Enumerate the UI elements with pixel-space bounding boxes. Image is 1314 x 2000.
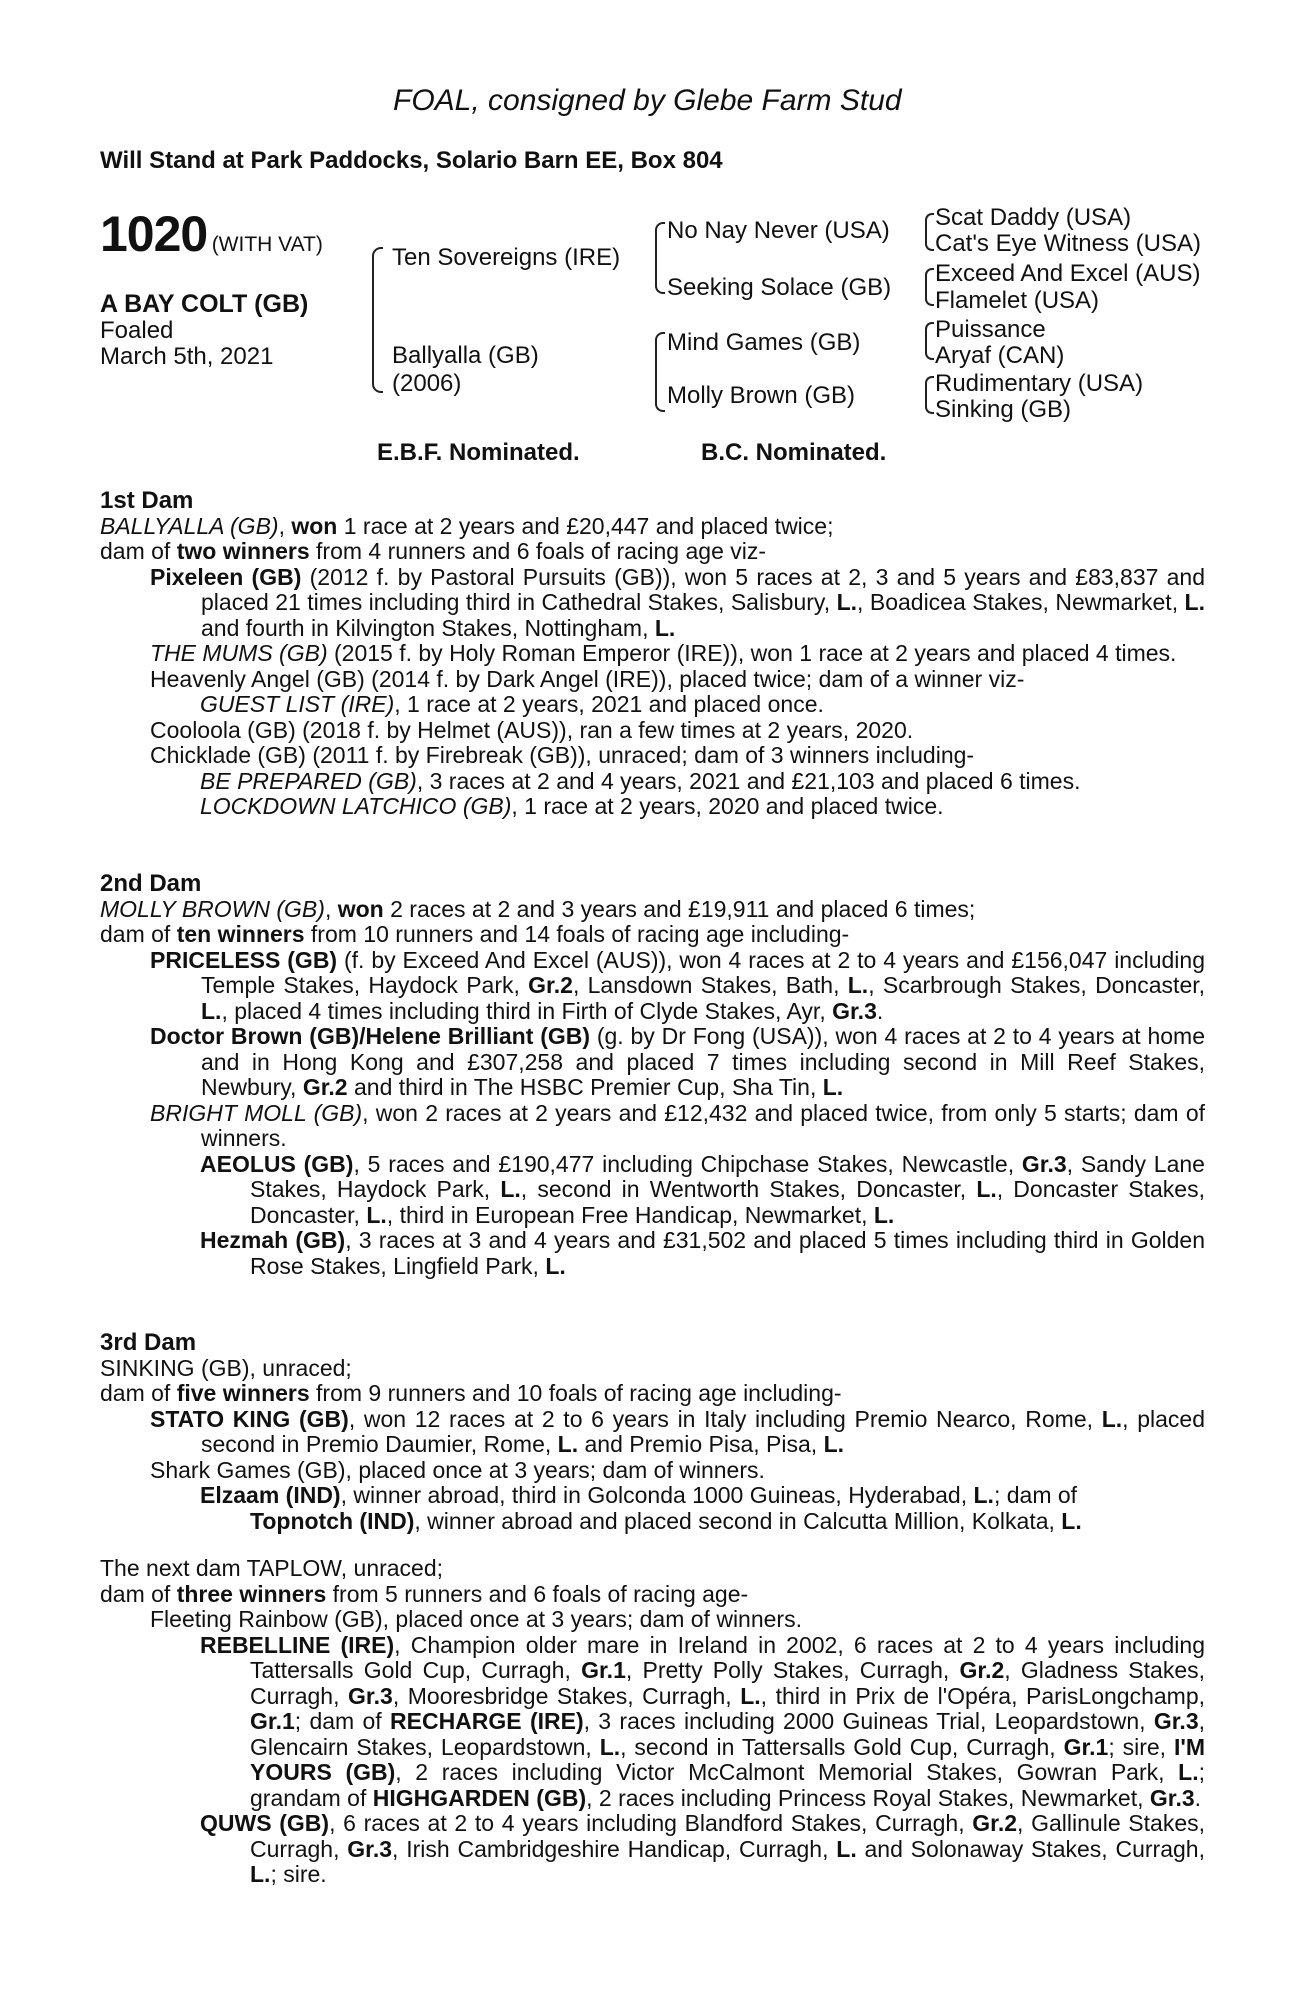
produce-entry: Pixeleen (GB) (2012 f. by Pastoral Pursuits (GB)), won 5 races at 2, 3 and 5 years and £83,837 and placed 21 times including third in Cathedral Stakes, Salisbury, L., Boadicea Stakes, Newmarket, L. and fourth in Kilvington Stakes, Nottingham, L.	[150, 563, 1206, 641]
pedigree-brace-g4	[925, 376, 934, 414]
stand-location: Will Stand at Park Paddocks, Solario Barn EE, Box 804	[100, 147, 723, 174]
ancestor-4: Flamelet (USA)	[935, 287, 1100, 314]
ancestor-8: Sinking (GB)	[935, 396, 1072, 423]
grand-produce-entry: Elzaam (IND), winner abroad, third in Golconda 1000 Guineas, Hyderabad, L.; dam of	[200, 1482, 1078, 1508]
ancestor-1: Scat Daddy (USA)	[935, 204, 1132, 231]
page-title: FOAL, consigned by Glebe Farm Stud	[393, 84, 902, 117]
ancestor-5: Puissance	[935, 316, 1046, 343]
produce-entry: PRICELESS (GB) (f. by Exceed And Excel (AUS)), won 4 races at 2 to 4 years and £156,047 including Temple Stakes, Haydock Park, Gr.2, Lansdown Stakes, Bath, L., Scarbrough Stakes, Doncaster, L., placed 4 times including third in Firth of Clyde Stakes, Ayr, Gr.3.	[150, 946, 1206, 1024]
lot-number: 1020	[100, 206, 208, 262]
ancestor-6: Aryaf (CAN)	[935, 342, 1065, 369]
vat-note: (WITH VAT)	[211, 233, 323, 256]
dam-name: Ballyalla (GB)	[392, 342, 539, 369]
grand-produce-entry: LOCKDOWN LATCHICO (GB), 1 race at 2 years, 2020 and placed twice.	[200, 793, 944, 819]
foaled-date: March 5th, 2021	[100, 343, 274, 370]
section-heading: 3rd Dam	[100, 1329, 197, 1356]
produce-entry: Heavenly Angel (GB) (2014 f. by Dark Angel (IRE)), placed twice; dam of a winner viz-	[150, 665, 1025, 692]
second-dam-section	[100, 871, 1205, 1279]
produce-entry: BRIGHT MOLL (GB), won 2 races at 2 years and £12,432 and placed twice, from only 5 starts; dam of winners.	[150, 1099, 1206, 1151]
dam-record: BALLYALLA (GB), won 1 race at 2 years and £20,447 and placed twice;	[100, 512, 834, 539]
pedigree-brace-g3	[925, 322, 934, 360]
produce-entry: THE MUMS (GB) (2015 f. by Holy Roman Emperor (IRE)), won 1 race at 2 years and placed 4 times.	[150, 640, 1177, 666]
dam-year: (2006)	[392, 370, 462, 397]
sire-dam-name: Seeking Solace (GB)	[667, 274, 892, 301]
pedigree-brace-g2	[925, 268, 934, 306]
section-heading: 2nd Dam	[100, 870, 202, 897]
next-dam-section	[100, 1556, 1205, 1888]
dam-sire-name: Mind Games (GB)	[667, 329, 861, 356]
dam-dam-name: Molly Brown (GB)	[667, 382, 856, 409]
dam-produce-summary: dam of ten winners from 10 runners and 14 foals of racing age including-	[100, 921, 850, 947]
grand-produce-entry: QUWS (GB), 6 races at 2 to 4 years including Blandford Stakes, Curragh, Gr.2, Gallinule Stakes, Curragh, Gr.3, Irish Cambridgeshire Handicap, Curragh, L. and Solonaway Stakes, Curragh, L.; sire.	[200, 1810, 1205, 1887]
produce-entry: Cooloola (GB) (2018 f. by Helmet (AUS)), ran a few times at 2 years, 2020.	[150, 716, 914, 743]
pedigree-brace-dam	[655, 332, 665, 412]
grand-produce-entry: BE PREPARED (GB), 3 races at 2 and 4 years, 2021 and £21,103 and placed 6 times.	[200, 767, 1081, 794]
ancestor-7: Rudimentary (USA)	[935, 370, 1144, 397]
foaled-label: Foaled	[100, 317, 174, 344]
produce-entry: STATO KING (GB), won 12 races at 2 to 6 years in Italy including Premio Nearco, Rome, L., placed second in Premio Daumier, Rome, L. and Premio Pisa, Pisa, L.	[150, 1405, 1205, 1457]
great-grand-produce-entry: Topnotch (IND), winner abroad and placed second in Calcutta Million, Kolkata, L.	[250, 1507, 1082, 1534]
grand-produce-entry: AEOLUS (GB), 5 races and £190,477 including Chipchase Stakes, Newcastle, Gr.3, Sandy Lane Stakes, Haydock Park, L., second in Wentworth Stakes, Doncaster, L., Doncaster Stakes, Doncaster, L., third in European Free Handicap, Newmarket, L.	[200, 1150, 1205, 1228]
lot-description: A BAY COLT (GB)	[100, 290, 309, 318]
grand-produce-entry: Hezmah (GB), 3 races at 3 and 4 years and £31,502 and placed 5 times including third in Golden Rose Stakes, Lingfield Park, L.	[200, 1227, 1205, 1279]
dam-record: SINKING (GB), unraced;	[100, 1354, 352, 1381]
pedigree-brace-main	[372, 247, 383, 393]
ancestor-2: Cat's Eye Witness (USA)	[935, 230, 1201, 257]
dam-record: The next dam TAPLOW, unraced;	[100, 1555, 444, 1581]
sire-name: Ten Sovereigns (IRE)	[392, 244, 621, 271]
produce-entry: Shark Games (GB), placed once at 3 years; dam of winners.	[150, 1456, 765, 1483]
grand-produce-entry: GUEST LIST (IRE), 1 race at 2 years, 2021 and placed once.	[200, 691, 824, 717]
produce-entry: Fleeting Rainbow (GB), placed once at 3 years; dam of winners.	[150, 1606, 802, 1632]
first-dam-section	[100, 488, 1205, 820]
pedigree-brace-sire	[655, 222, 665, 294]
produce-entry: Chicklade (GB) (2011 f. by Firebreak (GB)), unraced; dam of 3 winners including-	[150, 742, 975, 768]
bc-nomination: B.C. Nominated.	[701, 439, 887, 466]
ebf-nomination: E.B.F. Nominated.	[377, 439, 580, 466]
ancestor-3: Exceed And Excel (AUS)	[935, 260, 1201, 287]
produce-entry: Doctor Brown (GB)/Helene Brilliant (GB) (g. by Dr Fong (USA)), won 4 races at 2 to 4 years at home and in Hong Kong and £307,258 and placed 7 times including second in Mill Reef Stakes, Newbury, Gr.2 and third in The HSBC Premier Cup, Sha Tin, L.	[150, 1023, 1205, 1100]
pedigree-brace-g1	[925, 213, 934, 251]
section-heading: 1st Dam	[100, 487, 194, 514]
third-dam-section	[100, 1330, 1205, 1534]
dam-produce-summary: dam of five winners from 9 runners and 10 foals of racing age including-	[100, 1380, 842, 1406]
lot-number-block	[100, 205, 323, 263]
dam-record: MOLLY BROWN (GB), won 2 races at 2 and 3 years and £19,911 and placed 6 times;	[100, 895, 976, 922]
dam-produce-summary: dam of three winners from 5 runners and 6 foals of racing age-	[100, 1580, 749, 1607]
dam-produce-summary: dam of two winners from 4 runners and 6 foals of racing age viz-	[100, 538, 767, 564]
sire-sire-name: No Nay Never (USA)	[667, 217, 890, 244]
grand-produce-entry: REBELLINE (IRE), Champion older mare in Ireland in 2002, 6 races at 2 to 4 years including Tattersalls Gold Cup, Curragh, Gr.1, Pretty Polly Stakes, Curragh, Gr.2, Gladness Stakes, Curragh, Gr.3, Mooresbridge Stakes, Curragh, L., third in Prix de l'Opéra, ParisLongchamp, Gr.1; dam of RECHARGE (IRE), 3 races including 2000 Guineas Trial, Leopardstown, Gr.3, Glencairn Stakes, Leopardstown, L., second in Tattersalls Gold Cup, Curragh, Gr.1; sire, I'M YOURS (GB), 2 races including Victor McCalmont Memorial Stakes, Gowran Park, L.; grandam of HIGHGARDEN (GB), 2 races including Princess Royal Stakes, Newmarket, Gr.3.	[200, 1631, 1206, 1811]
